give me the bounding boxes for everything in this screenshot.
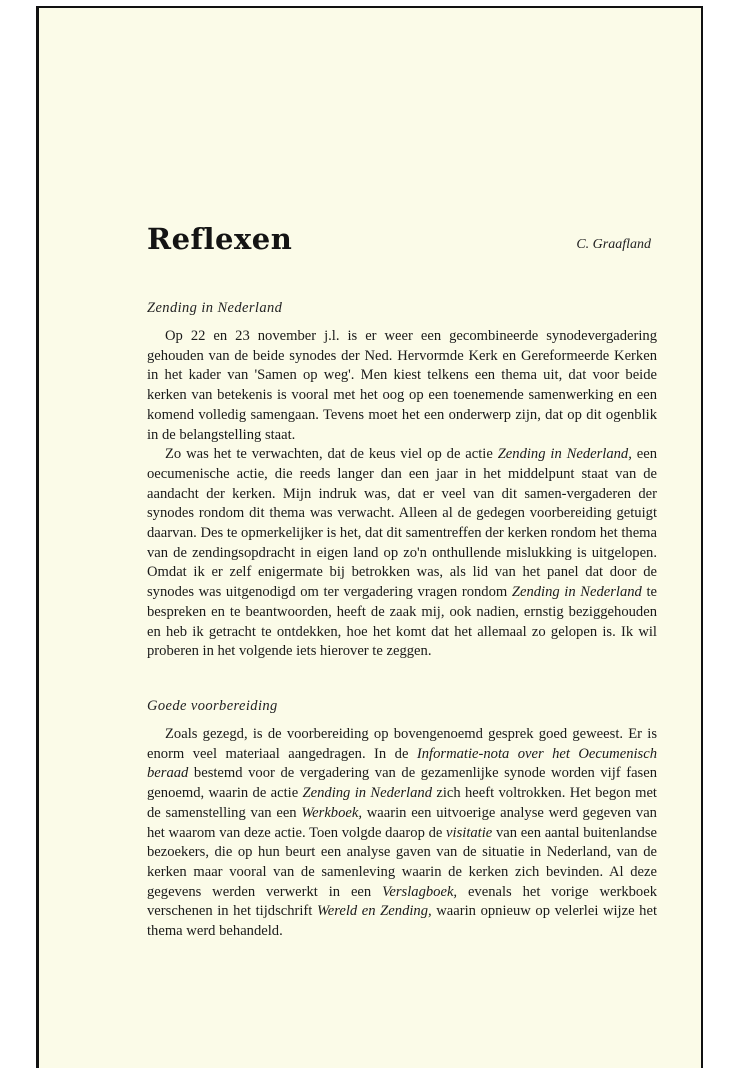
italic-text-run: Verslagboek, <box>382 883 458 900</box>
section-goede-voorbereiding <box>147 698 657 942</box>
italic-text-run: Werkboek, <box>301 804 362 821</box>
text-run: te bespreken en te beantwoorden, heeft de zaak mij, ook nadien, ernstig beziggehouden en heb ik getracht te ontdekken, hoe het komt dat het allemaal zo gelopen is. Ik wil proberen in het volgende iets hierover te zeggen. <box>147 584 657 660</box>
italic-text-run: Wereld en Zending, <box>316 903 432 920</box>
italic-text-run: visitatie <box>446 824 493 841</box>
paragraph <box>147 327 657 445</box>
page <box>36 6 703 1068</box>
text-run: bestemd voor de vergadering van de gezamenlijke synode worden vijf fasen genoemd, waarin de actie <box>147 765 657 802</box>
italic-text-run: Zending in Nederland <box>302 785 432 802</box>
text-run: zich heeft voltrokken. Het begon met de samenstelling van een <box>147 785 657 821</box>
paragraph <box>147 725 657 942</box>
text-run: Zoals gezegd, is de voorbereiding op bovengenoemd gesprek goed geweest. Er is enorm veel materiaal aangedragen. In de <box>147 726 657 762</box>
text-run: waarin een uitvoerige analyse werd gegeven van het waarom van deze actie. Toen volgde daarop de <box>147 804 657 841</box>
article-title: Reflexen <box>147 222 293 256</box>
section-zending-in-nederland <box>147 300 657 662</box>
italic-text-run: Zending in Nederland, <box>497 446 632 463</box>
section-heading: Goede voorbereiding <box>147 698 278 714</box>
text-run: van een aantal buitenlandse bezoekers, die op hun beurt een analyse gaven van de situatie in Nederland, van de kerken maar vooral van de samenleving waarin de kerken zich bevinden. Al deze gegevens werden verwerkt in een <box>147 824 657 900</box>
text-run: waarin opnieuw op velerlei wijze het thema werd behandeld. <box>147 903 657 940</box>
author-name: C. Graafland <box>576 237 651 252</box>
italic-text-run: Informatie-nota over het Oecumenisch beraad <box>147 745 658 782</box>
text-run: evenals het vorige werkboek verschenen in het tijdschrift <box>147 883 657 920</box>
text-run: een oecumenische actie, die reeds langer dan een jaar in het middelpunt staat van de aandacht der kerken. Mijn indruk was, dat er veel van dit samen-vergaderen der synodes rondom dit thema was verwacht. Alleen al de gedegen voorbereiding getuigt daarvan. Des te opmerkelijker is het, dat dit samentreffen der kerken rondom het thema van de zendingsopdracht in eigen land op zo'n onthullende mislukking is uitgelopen. Omdat ik er zelf enigermate bij betrokken was, als lid van het panel dat door de synodes was uitgenodigd om ter vergadering vragen rondom <box>147 446 657 601</box>
section-heading: Zending in Nederland <box>147 300 283 316</box>
paragraph <box>147 445 657 662</box>
italic-text-run: Zending in Nederland <box>511 584 642 601</box>
text-run: Zo was het te verwachten, dat de keus viel op de actie <box>165 446 498 463</box>
text-run: Op 22 en 23 november j.l. is er weer een gecombineerde synodevergadering gehouden van de beide synodes der Ned. Hervormde Kerk en Gereformeerde Kerken in het kader van 'Samen op weg'. Men kiest telkens een thema uit, dat voor beide kerken van betekenis is vooral met het oog op een toenemende samenwerking en een komend volledig samengaan. Tevens moet het een onderwerp zijn, dat op dit ogenblik in de belangstelling staat. <box>147 328 657 443</box>
